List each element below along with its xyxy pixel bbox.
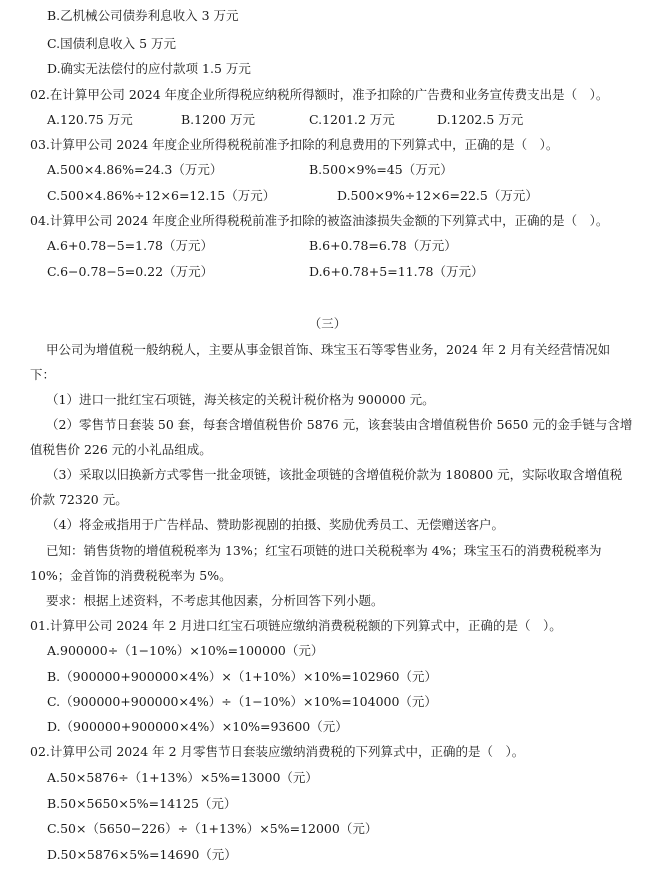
question-03-stem: 03.计算甲公司 2024 年度企业所得税税前准予扣除的利息费用的下列算式中，正确的是（ ）。 [30,137,559,152]
r01-option-c: C.（900000+900000×4%）÷（1−10%）×10%=104000（元） [47,694,437,709]
q04-option-b: B.6+0.78=6.78（万元） [309,238,457,253]
case-item-1: （1）进口一批红宝石项链，海关核定的关税计税价格为 900000 元。 [46,392,435,407]
r01-option-b: B.（900000+900000×4%）×（1+10%）×10%=102960（元） [47,669,438,684]
case-item-3-line-1: （3）采取以旧换新方式零售一批金项链，该批金项链的含增值税价款为 180800 元，实际收取含增值税 [46,467,623,482]
q02-option-c: C.1201.2 万元 [309,112,395,127]
q02-option-a: A.120.75 万元 [47,112,133,127]
question-02-stem: 02.在计算甲公司 2024 年度企业所得税应纳税所得额时，准予扣除的广告费和业务宣传费支出是（ ）。 [30,87,609,102]
case-intro-line-2: 下： [30,367,56,382]
q03-option-c: C.500×4.86%÷12×6=12.15（万元） [47,188,276,203]
r02-option-a: A.50×5876÷（1+13%）×5%=13000（元） [47,770,318,785]
r01-option-a: A.900000÷（1−10%）×10%=100000（元） [47,643,324,658]
question-r02-stem: 02.计算甲公司 2024 年 2 月零售节日套装应缴纳消费税的下列算式中，正确的是（ ）。 [30,744,525,759]
q03-option-a: A.500×4.86%=24.3（万元） [47,162,223,177]
known-rates-line-1: 已知：销售货物的增值税税率为 13%；红宝石项链的进口关税税率为 4%；珠宝玉石的消费税税率为 [46,543,602,558]
q03-option-b: B.500×9%=45（万元） [309,162,453,177]
r01-option-d: D.（900000+900000×4%）×10%=93600（元） [47,719,348,734]
case-intro-line-1: 甲公司为增值税一般纳税人，主要从事金银首饰、珠宝玉石等零售业务，2024 年 2 月有关经营情况如 [46,342,611,357]
case-item-2-line-1: （2）零售节日套装 50 套，每套含增值税售价 5876 元，该套装由含增值税售价 5650 元的金手链与含增 [46,417,633,432]
q04-option-c: C.6−0.78−5=0.22（万元） [47,264,214,279]
requirement-line: 要求：根据上述资料，不考虑其他因素，分析回答下列小题。 [46,593,384,608]
case-item-4: （4）将金戒指用于广告样品、赞助影视剧的拍摄、奖励优秀员工、无偿赠送客户。 [46,517,504,532]
option-c-line: C.国债利息收入 5 万元 [47,36,176,51]
option-d-line: D.确实无法偿付的应付款项 1.5 万元 [47,61,251,76]
option-b-line: B.乙机械公司债券利息收入 3 万元 [47,8,239,23]
r02-option-d: D.50×5876×5%=14690（元） [47,847,237,862]
section-heading: （三） [308,316,347,331]
r02-option-c: C.50×（5650−226）÷（1+13%）×5%=12000（元） [47,821,378,836]
q03-option-d: D.500×9%÷12×6=22.5（万元） [337,188,538,203]
known-rates-line-2: 10%；金首饰的消费税税率为 5%。 [30,568,232,583]
q04-option-d: D.6+0.78+5=11.78（万元） [309,264,484,279]
case-item-3-line-2: 价款 72320 元。 [30,492,128,507]
question-r01-stem: 01.计算甲公司 2024 年 2 月进口红宝石项链应缴纳消费税税额的下列算式中，正确的是（ ）。 [30,618,562,633]
case-item-2-line-2: 值税售价 226 元的小礼品组成。 [30,442,212,457]
r02-option-b: B.50×5650×5%=14125（元） [47,796,237,811]
q02-option-b: B.1200 万元 [181,112,255,127]
q04-option-a: A.6+0.78−5=1.78（万元） [47,238,213,253]
question-04-stem: 04.计算甲公司 2024 年度企业所得税税前准予扣除的被盗油漆损失金额的下列算式中，正确的是（ ）。 [30,213,609,228]
q02-option-d: D.1202.5 万元 [437,112,524,127]
